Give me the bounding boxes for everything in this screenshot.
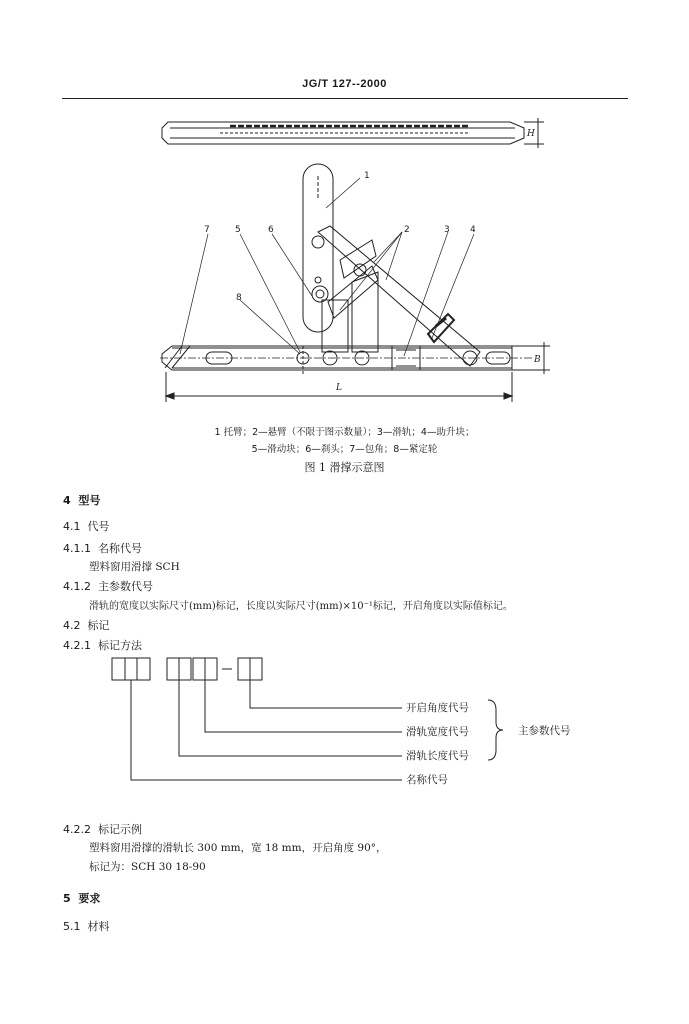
section-4-1-1-body: 塑料窗用滑撑 SCH: [89, 561, 180, 573]
callout-2: 2: [404, 225, 410, 235]
section-4-1-2-body: 滑轨的宽度以实际尺寸(mm)标记，长度以实际尺寸(mm)×10⁻¹标记，开启角度以实际值标记。: [89, 601, 513, 612]
label-length-code: 滑轨长度代号: [406, 750, 469, 762]
callout-1: 1: [364, 171, 370, 181]
label-angle-code: 开启角度代号: [406, 702, 469, 714]
label-width-code: 滑轨宽度代号: [406, 726, 469, 738]
section-title: 标记: [87, 619, 110, 632]
section-number: 4.1.1: [63, 542, 91, 555]
section-number: 4: [63, 494, 71, 507]
section-title: 名称代号: [98, 542, 142, 555]
section-number: 4.1: [63, 520, 81, 533]
callout-7: 7: [204, 225, 210, 235]
section-title: 代号: [87, 520, 110, 533]
section-4-heading: [63, 492, 100, 508]
section-5-1-heading: [63, 918, 110, 934]
label-main-parameter-code: 主参数代号: [518, 725, 571, 737]
section-4-2-2-body-line-2: 标记为：SCH 30 18-90: [89, 861, 206, 873]
section-4-2-heading: [63, 617, 110, 633]
section-4-1-1-heading: [63, 540, 142, 556]
callout-6: 6: [268, 225, 274, 235]
section-number: 4.1.2: [63, 580, 91, 593]
callout-8: 8: [236, 293, 242, 303]
section-title: 标记示例: [98, 823, 142, 836]
section-number: 5: [63, 892, 71, 905]
slide-rail: [160, 342, 550, 402]
callout-4: 4: [470, 225, 476, 235]
section-number: 4.2.2: [63, 823, 91, 836]
callout-3: 3: [444, 225, 450, 235]
section-4-1-2-heading: [63, 578, 153, 594]
support-arm: [303, 164, 333, 332]
section-4-2-1-heading: [63, 637, 142, 653]
section-title: 材料: [87, 920, 110, 933]
label-name-code: 名称代号: [406, 774, 448, 786]
section-number: 4.2: [63, 619, 81, 632]
cantilever-arms: [318, 226, 480, 366]
standard-header: JG/T 127--2000: [302, 78, 387, 90]
section-4-2-2-heading: [63, 821, 142, 837]
dimension-l-label: L: [336, 383, 342, 393]
rail-top-view: [162, 118, 544, 148]
figure-legend-line-2: 5—滑动块；6—刹头；7—包角；8—紧定轮: [251, 444, 438, 455]
section-number: 4.2.1: [63, 639, 91, 652]
dimension-h-label: H: [527, 129, 535, 139]
dimension-b-label: B: [534, 355, 541, 365]
figure-legend-line-1: 1 托臂；2—悬臂（不限于图示数量）；3—滑轨；4—助升块；: [214, 427, 475, 438]
section-4-1-heading: [63, 518, 110, 534]
callout-5: 5: [235, 225, 241, 235]
section-title: 型号: [78, 494, 101, 507]
slide-brace-figure: [0, 0, 689, 480]
figure-title: 图 1 滑撑示意图: [304, 461, 385, 474]
section-title: 主参数代号: [98, 580, 153, 593]
section-title: 要求: [78, 892, 101, 905]
section-4-2-2-body-line-1: 塑料窗用滑撑的滑轨长 300 mm，宽 18 mm，开启角度 90°，: [89, 842, 387, 854]
section-5-heading: [63, 890, 100, 906]
section-number: 5.1: [63, 920, 81, 933]
section-title: 标记方法: [98, 639, 142, 652]
